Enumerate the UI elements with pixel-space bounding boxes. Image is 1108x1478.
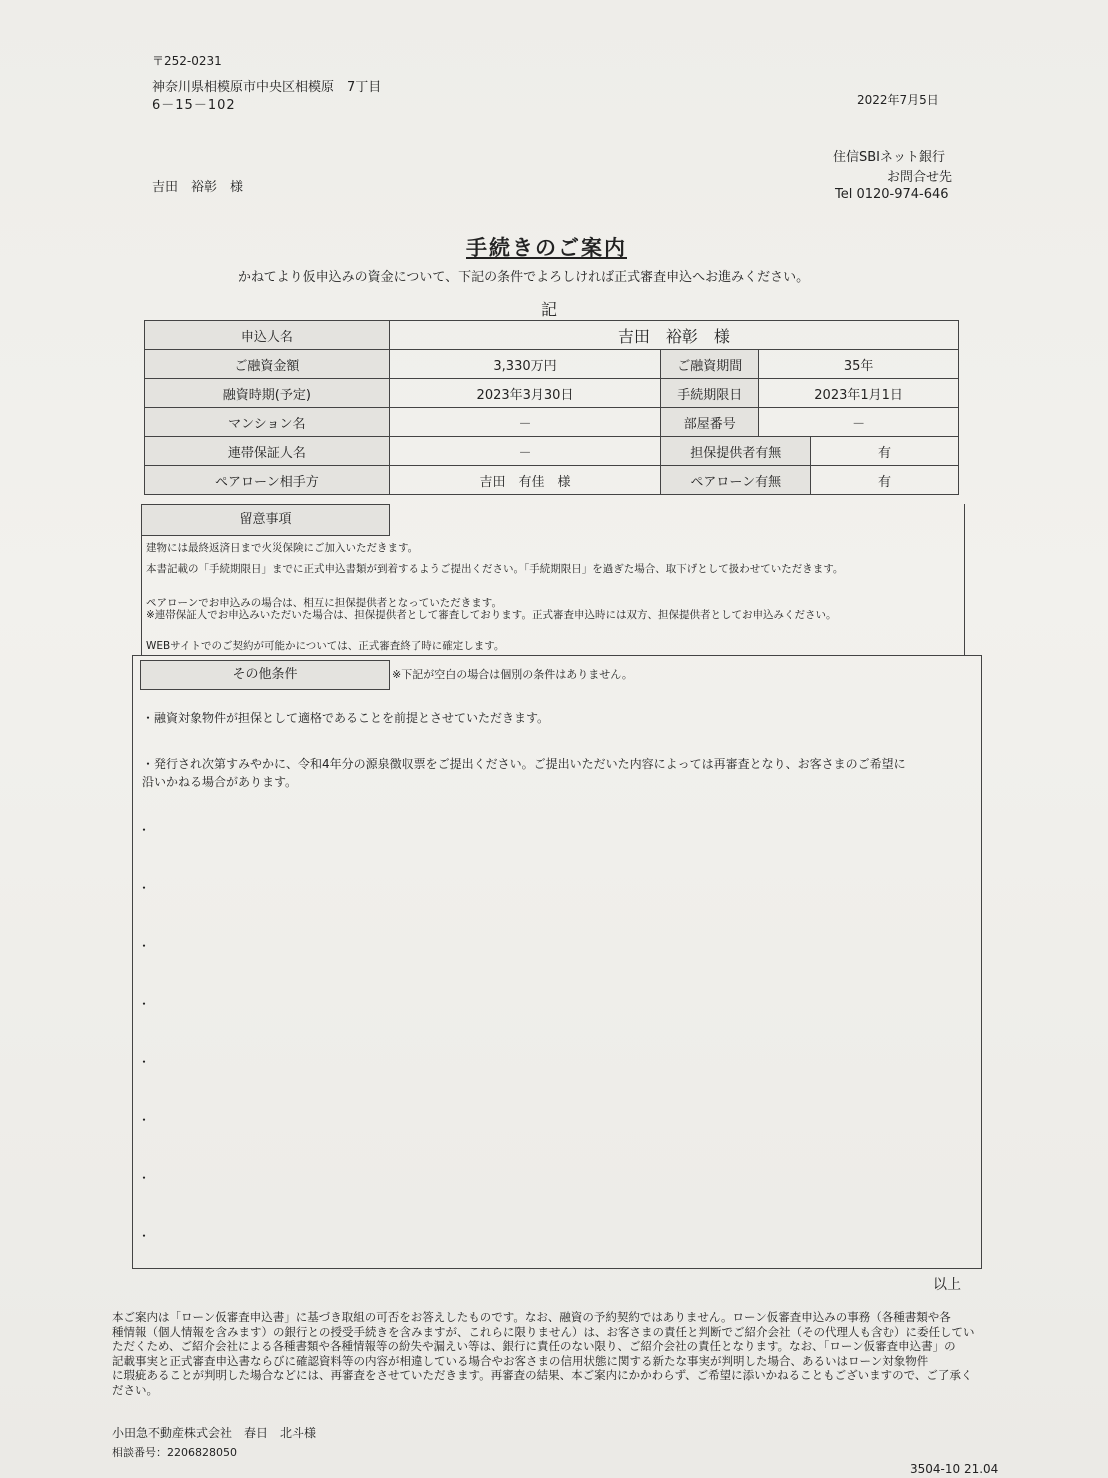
collateral-value: 有 [811,437,959,466]
page-title: 手続きのご案内 [466,236,627,260]
disclaimer-line: に瑕疵あることが判明した場合などには、再審査をさせていただきます。再審査の結果、本ご案内にかかわらず、ご希望に添いかねることもございますので、ご了承く [112,1368,973,1382]
issue-date: 2022年7月5日 [857,93,939,107]
postal-code: 〒252-0231 [152,54,222,68]
condition-tax-slip-cont: 沿いかねる場合があります。 [142,775,298,789]
footer-disclaimer [112,1310,1012,1397]
empty-bullet: ・ [138,997,151,1011]
empty-bullet: ・ [138,1229,151,1243]
consult-number: 相談番号：2206828050 [112,1446,237,1459]
empty-bullet: ・ [138,881,151,895]
disclaimer-line: 記載事実と正式審査申込書ならびに確認資料等の内容が相違している場合やお客さまの信用状態に関する新たな事実が判明した場合、あるいはローン対象物件 [112,1353,929,1368]
room-label: 部屋番号 [661,408,759,437]
deadline-value: 2023年1月1日 [759,379,959,408]
empty-bullet: ・ [138,823,151,837]
other-conditions-section [132,655,982,1269]
collateral-label: 担保提供者有無 [661,437,811,466]
agent-name: 小田急不動産株式会社 春日 北斗様 [112,1426,317,1440]
disclaimer-line: 本ご案内は「ローン仮審査申込書」に基づき取組の可否をお答えしたものです。なお、融資の予約契約ではありません。ローン仮審査申込みの事務（各種書類や各 [112,1310,951,1324]
guarantor-value: － [389,437,661,466]
period-value: 35年 [759,350,959,379]
empty-bullet: ・ [138,939,151,953]
disclaimer-line: 種情報（個人情報を含みます）の銀行との授受手続きを含みますが、これらに限りません）は、お客さまの責任と判断でご紹介会社（その代理人も含む）に委任してい [112,1324,975,1339]
empty-bullet: ・ [138,1113,151,1127]
bank-name: 住信SBIネット銀行 [833,150,946,165]
note-pair-loan: ペアローンでお申込みの場合は、相互に担保提供者となっていただきます。 [146,597,502,609]
condition-collateral: ・融資対象物件が担保として適格であることを前提とさせていただきます。 [142,711,550,725]
disclaimer-line: ただくため、ご紹介会社による各種書類や各種情報等の紛失や漏えい等は、銀行に責任のない限り、ご紹介会社の責任となります。なお、「ローン仮審査申込書」の [112,1339,956,1353]
intro-text: かねてより仮申込みの資金について、下記の条件でよろしければ正式審査申込へお進みください。 [238,270,810,285]
pair-loan-value: 有 [811,466,959,495]
other-conditions-note: ※下記が空白の場合は個別の条件はありません。 [392,668,633,681]
note-deadline: 本書記載の「手続期限日」までに正式申込書類が到着するようご提出ください。「手続期限日」を過ぎた場合、取下げとして扱わせていただきます。 [146,563,844,575]
applicant-label: 申込人名 [145,321,390,350]
amount-value: 3,330万円 [389,350,661,379]
mansion-label: マンション名 [145,408,390,437]
pair-loan-label: ペアローン有無 [661,466,811,495]
pair-partner-label: ペアローン相手方 [145,466,390,495]
ki-mark: 記 [541,300,558,319]
applicant-value: 吉田 裕彰 様 [389,321,958,350]
timing-label: 融資時期(予定) [145,379,390,408]
disclaimer-line: ださい。 [112,1382,158,1397]
pair-partner-value: 吉田 有佳 様 [389,466,661,495]
note-fire-insurance: 建物には最終返済日まで火災保険にご加入いただきます。 [146,542,419,554]
empty-bullet: ・ [138,1055,151,1069]
recipient-name: 吉田 裕彰 様 [152,180,244,195]
empty-bullet: ・ [138,1171,151,1185]
other-conditions-label: その他条件 [140,660,390,690]
deadline-label: 手続期限日 [661,379,759,408]
address-line2: 6－15－102 [152,98,236,113]
room-value: － [759,408,959,437]
notes-label: 留意事項 [141,504,390,536]
contact-tel: Tel 0120-974-646 [835,187,949,202]
contact-label: お問合せ先 [887,170,953,185]
condition-tax-slip: ・発行され次第すみやかに、令和4年分の源泉徴収票をご提出ください。ご提出いただいた内容によっては再審査となり、お客さまのご希望に [142,757,906,771]
form-code: 3504-10 21.04 [910,1462,999,1476]
timing-value: 2023年3月30日 [389,379,661,408]
amount-label: ご融資金額 [145,350,390,379]
period-label: ご融資期間 [661,350,759,379]
address-line1: 神奈川県相模原市中央区相模原 7丁目 [152,80,382,95]
note-guarantor: ※連帯保証人でお申込みいただいた場合は、担保提供者として審査しております。正式審査申込時には双方、担保提供者としてお申込みください。 [146,609,837,621]
note-web-contract: WEBサイトでのご契約が可能かについては、正式審査終了時に確定します。 [146,640,505,652]
ijou-mark: 以上 [933,1277,961,1293]
loan-terms-table [144,320,959,495]
mansion-value: － [389,408,661,437]
guarantor-label: 連帯保証人名 [145,437,390,466]
